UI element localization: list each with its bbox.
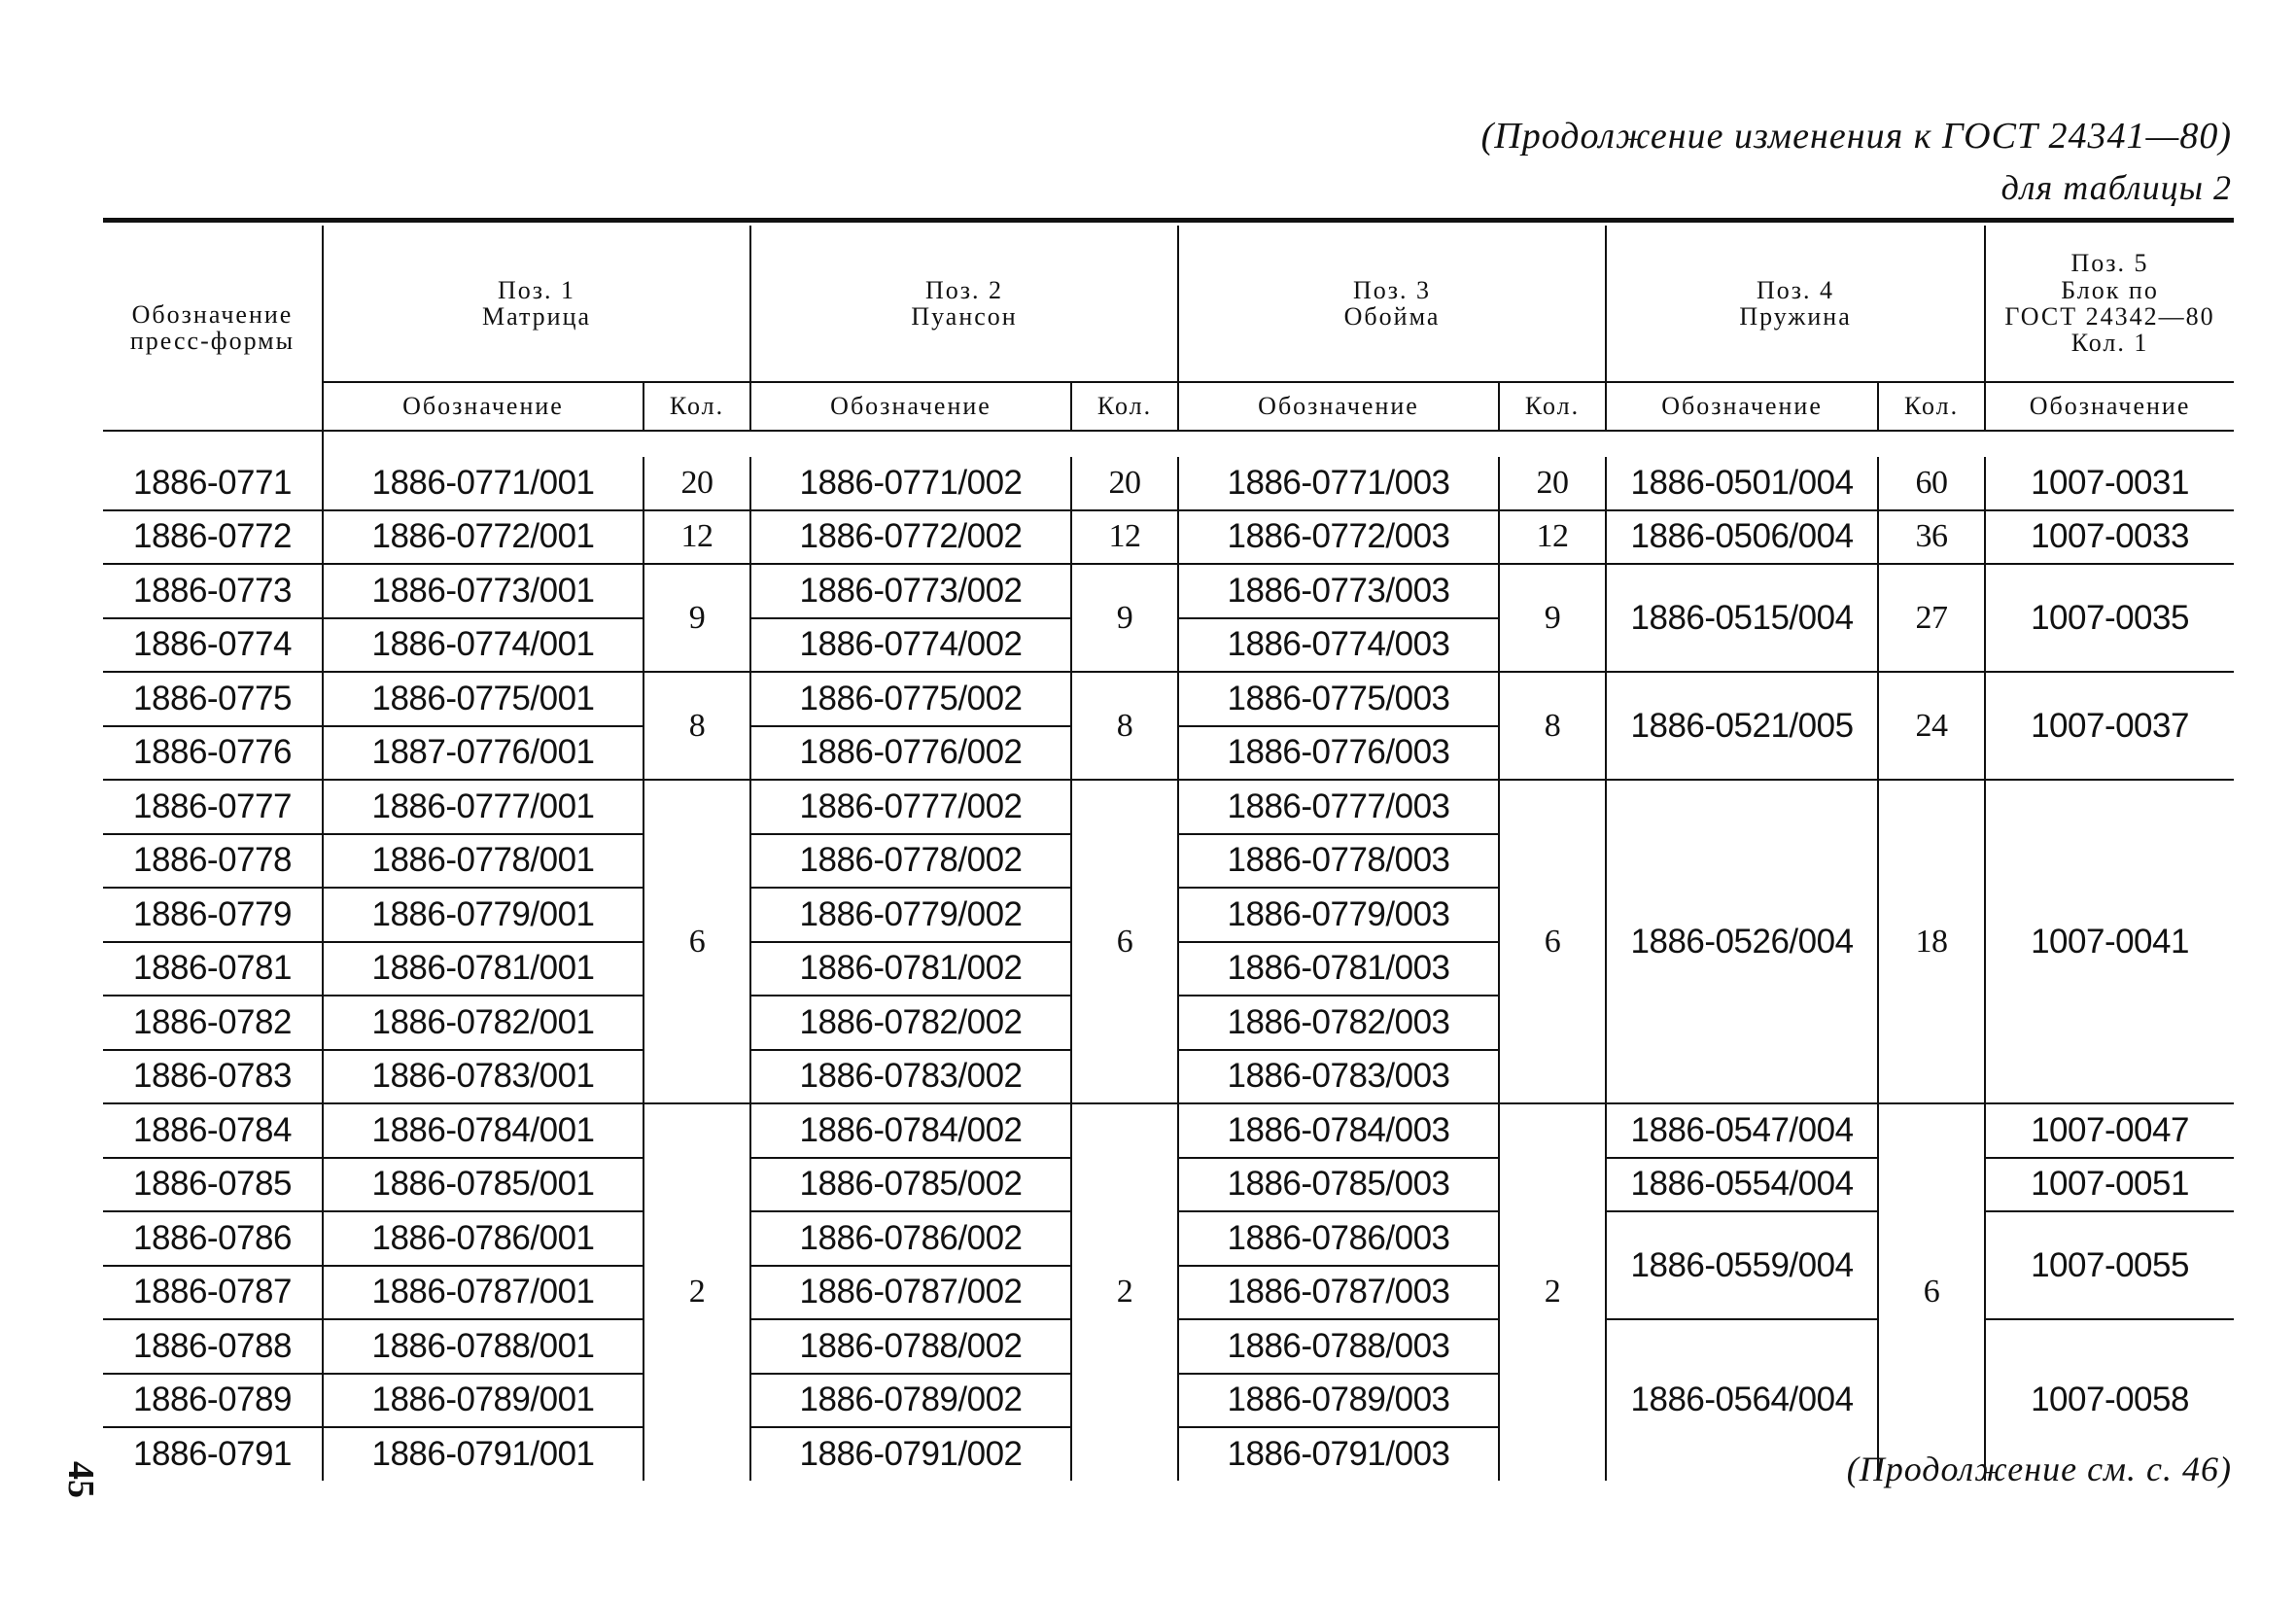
pos3-cell: 1886-0779/003 [1178, 888, 1499, 942]
table-row [103, 510, 2234, 565]
pos3-qty-cell: 2 [1499, 1103, 1606, 1481]
page-number: 45 [60, 1461, 101, 1498]
pos1-cell: 1886-0775/001 [323, 672, 644, 726]
press-cell: 1886-0776 [103, 726, 323, 781]
pos4-cell: 1886-0515/004 [1606, 564, 1878, 672]
pos5-cell: 1007-0055 [1985, 1211, 2234, 1319]
header-pos3 [1178, 226, 1606, 382]
pos3-cell: 1886-0775/003 [1178, 672, 1499, 726]
header-press-designation: Обозначение пресс-формы [103, 226, 323, 431]
pos3-cell: 1886-0791/003 [1227, 1434, 1450, 1473]
pos2-cell: 1886-0773/002 [750, 564, 1071, 618]
pos2-cell: 1886-0787/002 [750, 1266, 1071, 1320]
pos2-cell: 1886-0788/002 [750, 1319, 1071, 1374]
sub-designation-5: Обозначение [1985, 382, 2234, 431]
pos4-qty-cell: 6 [1878, 1103, 1985, 1481]
press-cell: 1886-0785 [103, 1158, 323, 1212]
pos5-cell: 1007-0058 [2031, 1381, 2189, 1419]
header-pos4 [1606, 226, 1985, 382]
sub-designation-1: Обозначение [323, 382, 644, 431]
pos1-number: Поз. 1 [497, 275, 576, 304]
pos4-cell: 1886-0506/004 [1606, 510, 1878, 565]
pos2-cell: 1886-0785/002 [750, 1158, 1071, 1212]
pos4-number: Поз. 4 [1757, 275, 1835, 304]
pos3-qty-cell: 6 [1499, 780, 1606, 1103]
press-cell: 1886-0775 [103, 672, 323, 726]
pos3-cell: 1886-0777/003 [1178, 780, 1499, 834]
pos1-qty-cell: 20 [644, 457, 750, 510]
pos2-cell: 1886-0778/002 [750, 834, 1071, 889]
pos1-cell: 1886-0781/001 [323, 942, 644, 996]
pos2-number: Поз. 2 [924, 275, 1004, 304]
press-cell: 1886-0774 [103, 618, 323, 673]
table-row [103, 457, 2234, 510]
pos4-qty-cell: 27 [1878, 564, 1985, 672]
pos1-cell: 1886-0782/001 [323, 996, 644, 1050]
sub-qty-4: Кол. [1878, 382, 1985, 431]
pos2-cell: 1886-0789/002 [750, 1374, 1071, 1428]
pos2-cell: 1886-0774/002 [750, 618, 1071, 673]
pos3-cell: 1886-0785/003 [1178, 1158, 1499, 1212]
pos2-cell: 1886-0771/002 [750, 457, 1071, 510]
pos4-qty-cell: 60 [1878, 457, 1985, 510]
pos1-cell: 1886-0778/001 [323, 834, 644, 889]
pos2-qty-cell: 20 [1071, 457, 1178, 510]
pos5-name: Блок по [2061, 275, 2159, 304]
press-cell: 1886-0779 [103, 888, 323, 942]
press-cell: 1886-0772 [103, 510, 323, 565]
pos5-cell: 1007-0047 [1985, 1103, 2234, 1158]
pos3-cell: 1886-0778/003 [1178, 834, 1499, 889]
continued-note: (Продолжение см. с. 46) [1846, 1450, 2232, 1488]
pos4-cell: 1886-0526/004 [1606, 780, 1878, 1103]
pos1-qty-cell: 12 [644, 510, 750, 565]
press-cell: 1886-0789 [103, 1374, 323, 1428]
sub-designation-3: Обозначение [1178, 382, 1499, 431]
pos2-cell: 1886-0777/002 [750, 780, 1071, 834]
pos4-qty-cell: 36 [1878, 510, 1985, 565]
pos5-cell: 1007-0041 [1985, 780, 2234, 1103]
pos1-cell: 1886-0787/001 [323, 1266, 644, 1320]
pos4-cell: 1886-0547/004 [1606, 1103, 1878, 1158]
pos2-qty-cell: 2 [1071, 1103, 1178, 1481]
pos3-cell: 1886-0773/003 [1178, 564, 1499, 618]
sub-qty-1: Кол. [644, 382, 750, 431]
pos4-cell: 1886-0564/004 [1630, 1381, 1854, 1419]
table-reference: для таблицы 2 [2000, 168, 2232, 207]
press-cell: 1886-0778 [103, 834, 323, 889]
pos5-cell: 1007-0031 [1985, 457, 2234, 510]
pos5-standard: ГОСТ 24342—80 [2004, 302, 2215, 331]
pos1-cell: 1886-0783/001 [323, 1050, 644, 1104]
pos3-cell: 1886-0783/003 [1178, 1050, 1499, 1104]
pos2-qty-cell: 6 [1071, 780, 1178, 1103]
pos1-cell: 1886-0788/001 [323, 1319, 644, 1374]
table-row [103, 672, 2234, 726]
pos3-number: Поз. 3 [1353, 275, 1432, 304]
pos1-cell: 1886-0786/001 [323, 1211, 644, 1266]
pos1-name: Матрица [481, 302, 592, 331]
table-row [103, 780, 2234, 834]
pos3-name: Обойма [1343, 302, 1441, 331]
pos4-name: Пружина [1739, 302, 1852, 331]
pos2-qty-cell: 8 [1071, 672, 1178, 780]
header-pos5 [1985, 226, 2234, 382]
pos2-cell: 1886-0786/002 [750, 1211, 1071, 1266]
continuation-header: (Продолжение изменения к ГОСТ 24341—80) [1480, 116, 2232, 157]
press-cell: 1886-0782 [103, 996, 323, 1050]
press-cell: 1886-0777 [103, 780, 323, 834]
pos2-cell: 1886-0782/002 [750, 996, 1071, 1050]
pos2-qty-cell: 12 [1071, 510, 1178, 565]
pos4-cell: 1886-0554/004 [1606, 1158, 1878, 1212]
pos4-cell: 1886-0559/004 [1606, 1211, 1878, 1319]
pos3-cell: 1886-0774/003 [1178, 618, 1499, 673]
pos1-qty-cell: 9 [644, 564, 750, 672]
pos2-cell: 1886-0772/002 [750, 510, 1071, 565]
pos2-cell: 1886-0781/002 [750, 942, 1071, 996]
pos3-cell: 1886-0781/003 [1178, 942, 1499, 996]
pos3-qty-cell: 20 [1499, 457, 1606, 510]
pos1-cell: 1886-0784/001 [323, 1103, 644, 1158]
press-cell: 1886-0783 [103, 1050, 323, 1104]
pos1-cell: 1886-0774/001 [323, 618, 644, 673]
pos1-cell: 1886-0773/001 [323, 564, 644, 618]
pos3-cell: 1886-0787/003 [1178, 1266, 1499, 1320]
pos2-cell: 1886-0776/002 [750, 726, 1071, 781]
pos4-qty-cell: 18 [1878, 780, 1985, 1103]
pos5-cell: 1007-0033 [1985, 510, 2234, 565]
header-pos1 [323, 226, 750, 382]
press-cell: 1886-0788 [103, 1319, 323, 1374]
press-cell: 1886-0781 [103, 942, 323, 996]
press-cell: 1886-0786 [103, 1211, 323, 1266]
pos1-cell: 1886-0789/001 [323, 1374, 644, 1428]
pos1-qty-cell: 8 [644, 672, 750, 780]
pos3-qty-cell: 12 [1499, 510, 1606, 565]
header-pos2 [750, 226, 1178, 382]
pos3-qty-cell: 9 [1499, 564, 1606, 672]
pos3-cell: 1886-0782/003 [1178, 996, 1499, 1050]
pos5-qty: Кол. 1 [2070, 329, 2149, 358]
pos1-cell: 1886-0785/001 [323, 1158, 644, 1212]
table-row [103, 564, 2234, 618]
sub-qty-3: Кол. [1499, 382, 1606, 431]
pos2-cell: 1886-0784/002 [750, 1103, 1071, 1158]
top-rule [103, 218, 2234, 223]
pos1-cell: 1886-0791/001 [371, 1434, 595, 1473]
pos5-number: Поз. 5 [2070, 249, 2149, 278]
pos5-cell: 1007-0037 [1985, 672, 2234, 780]
pos1-cell: 1886-0772/001 [323, 510, 644, 565]
pos4-qty-cell: 24 [1878, 672, 1985, 780]
pos3-cell: 1886-0772/003 [1178, 510, 1499, 565]
pos3-cell: 1886-0776/003 [1178, 726, 1499, 781]
pos3-cell: 1886-0771/003 [1178, 457, 1499, 510]
pos1-cell: 1887-0776/001 [323, 726, 644, 781]
table-row [103, 1103, 2234, 1158]
press-cell: 1886-0784 [103, 1103, 323, 1158]
pos1-qty-cell: 6 [644, 780, 750, 1103]
pos2-cell: 1886-0783/002 [750, 1050, 1071, 1104]
pos4-cell: 1886-0501/004 [1606, 457, 1878, 510]
pos3-qty-cell: 8 [1499, 672, 1606, 780]
pos2-cell: 1886-0791/002 [799, 1434, 1023, 1473]
pos1-qty-cell: 2 [644, 1103, 750, 1481]
specification-table [103, 226, 2234, 1481]
pos3-cell: 1886-0789/003 [1178, 1374, 1499, 1428]
pos4-cell: 1886-0521/005 [1606, 672, 1878, 780]
sub-designation-2: Обозначение [750, 382, 1071, 431]
pos2-name: Пуансон [911, 302, 1018, 331]
pos3-cell: 1886-0786/003 [1178, 1211, 1499, 1266]
pos2-cell: 1886-0775/002 [750, 672, 1071, 726]
pos1-cell: 1886-0771/001 [323, 457, 644, 510]
pos3-cell: 1886-0784/003 [1178, 1103, 1499, 1158]
pos1-cell: 1886-0777/001 [323, 780, 644, 834]
pos2-cell: 1886-0779/002 [750, 888, 1071, 942]
press-cell: 1886-0787 [103, 1266, 323, 1320]
pos2-qty-cell: 9 [1071, 564, 1178, 672]
press-cell: 1886-0773 [103, 564, 323, 618]
pos1-cell: 1886-0779/001 [323, 888, 644, 942]
sub-designation-4: Обозначение [1606, 382, 1878, 431]
sub-qty-2: Кол. [1071, 382, 1178, 431]
pos5-cell: 1007-0035 [1985, 564, 2234, 672]
pos3-cell: 1886-0788/003 [1178, 1319, 1499, 1374]
press-cell: 1886-0791 [103, 1427, 323, 1481]
press-cell: 1886-0771 [103, 457, 323, 510]
pos5-cell: 1007-0051 [1985, 1158, 2234, 1212]
